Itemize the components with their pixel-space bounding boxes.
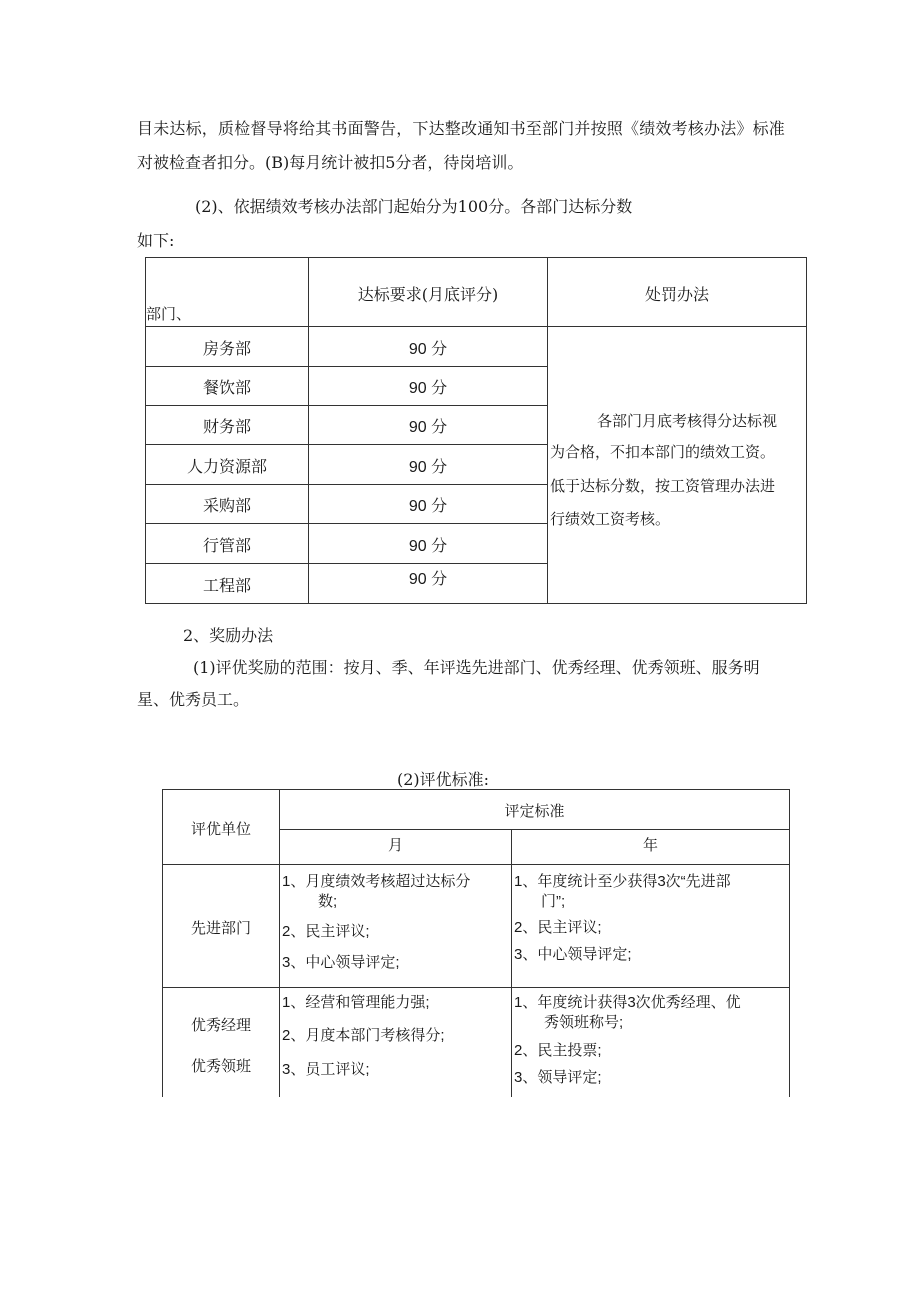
table2-month-item: 2、月度本部门考核得分;	[282, 1027, 445, 1044]
penalty-text-line: 行绩效工资考核。	[550, 510, 671, 528]
table1-header-requirement: 达标要求(月底评分)	[357, 285, 499, 304]
table2-header-year: 年	[642, 836, 658, 854]
table1-row-score: 90 分	[408, 571, 448, 588]
table2-month-item: 3、员工评议;	[282, 1061, 370, 1078]
table2-unit: 优秀领班	[190, 1057, 251, 1075]
table2-year-item: 1、年度统计获得3次优秀经理、优	[514, 994, 741, 1011]
table2-year-item: 2、民主投票;	[514, 1042, 602, 1059]
penalty-text-line: 各部门月底考核得分达标视	[597, 412, 778, 430]
section-title: 2、奖励办法	[183, 626, 274, 645]
table2-header-unit: 评优单位	[190, 820, 251, 838]
table1-row-dept: 工程部	[202, 576, 251, 595]
table1-row-score: 90 分	[408, 380, 448, 397]
intro-line-1: 目未达标，质检督导将给其书面警告，下达整改通知书至部门并按照《绩效考核办法》标准	[137, 119, 786, 138]
table1-row-score: 90 分	[408, 459, 448, 476]
table2-month-item: 1、月度绩效考核超过达标分	[282, 873, 471, 890]
table1-header-penalty: 处罚办法	[644, 285, 709, 304]
table2-year-item: 秀领班称号;	[544, 1014, 624, 1031]
table1-row-dept: 人力资源部	[186, 457, 267, 476]
penalty-text-line: 低于达标分数，按工资管理办法进	[550, 477, 776, 495]
table1-row-dept: 餐饮部	[202, 378, 251, 397]
para2-line-2: 如下:	[137, 231, 175, 250]
table2-header-standard: 评定标准	[504, 802, 565, 820]
table2-month-item: 1、经营和管理能力强;	[282, 994, 430, 1011]
table1-row-score: 90 分	[408, 538, 448, 555]
table1-row-score: 90 分	[408, 341, 448, 358]
table2-header-month: 月	[387, 836, 403, 854]
table1-row-dept: 房务部	[202, 339, 251, 358]
table2-unit: 优秀经理	[190, 1016, 251, 1034]
table1-row-dept: 采购部	[202, 496, 251, 515]
intro-line-2: 对被检查者扣分。(B)每月统计被扣5分者，待岗培训。	[137, 153, 524, 172]
section2-para1-line2: 星、优秀员工。	[137, 690, 250, 709]
table2-month-item: 2、民主评议;	[282, 923, 370, 940]
table2-year-item: 3、中心领导评定;	[514, 946, 632, 963]
section2-para2: (2)评优标准:	[397, 770, 490, 789]
table2-year-item: 3、领导评定;	[514, 1069, 602, 1086]
table1-row-dept: 行管部	[202, 536, 251, 555]
table2-month-item: 数;	[318, 893, 338, 910]
table1-row-dept: 财务部	[202, 417, 251, 436]
penalty-text-line: 为合格，不扣本部门的绩效工资。	[550, 443, 776, 461]
table1-row-score: 90 分	[408, 419, 448, 436]
table2-year-item: 2、民主评议;	[514, 919, 602, 936]
para2-line-1: (2)、依据绩效考核办法部门起始分为100分。各部门达标分数	[195, 197, 633, 216]
table2-month-item: 3、中心领导评定;	[282, 954, 400, 971]
table2-year-item: 门”;	[541, 893, 566, 910]
table2-year-item: 1、年度统计至少获得3次“先进部	[514, 873, 731, 890]
section2-para1-line1: (1)评优奖励的范围：按月、季、年评选先进部门、优秀经理、优秀领班、服务明	[193, 658, 760, 677]
table2-unit: 先进部门	[190, 919, 251, 937]
table1-row-score: 90 分	[408, 498, 448, 515]
table1-header-dept: 部门、	[146, 305, 192, 323]
